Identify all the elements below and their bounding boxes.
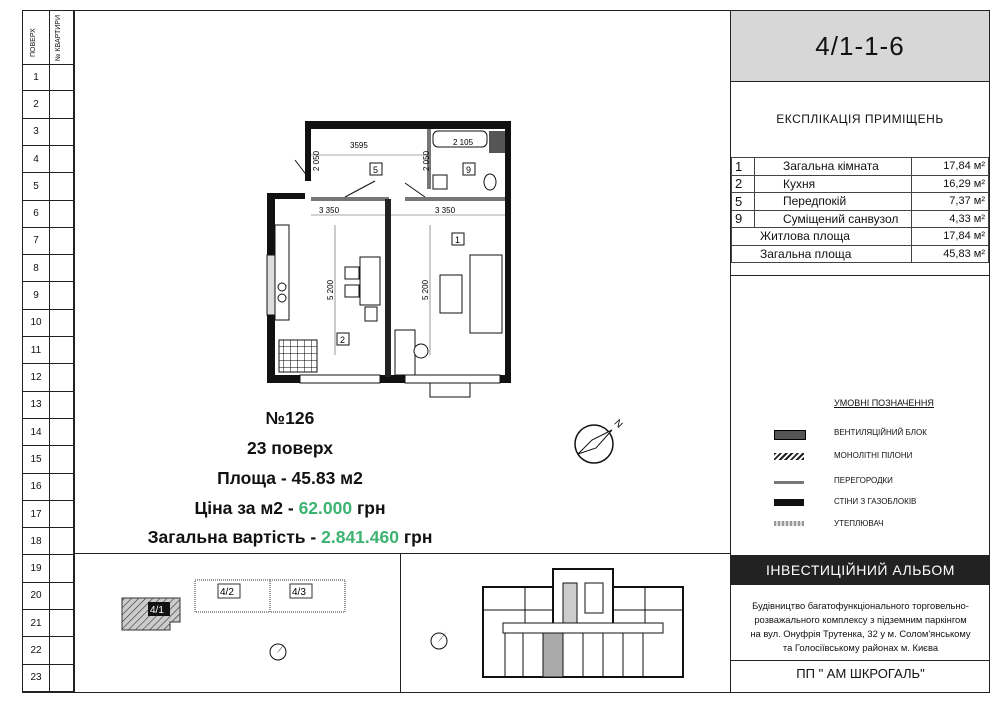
room-tag: 1 [455, 235, 461, 245]
row-number: 13 [23, 392, 50, 418]
total-area-label: Загальна площа [732, 245, 912, 263]
apartment-header: № КВАРТИРИ [55, 15, 62, 61]
washer [433, 175, 447, 189]
chair [365, 307, 377, 321]
core-inner [585, 583, 603, 613]
core-block [553, 569, 613, 629]
floor-info: 23 поверх [246, 438, 334, 458]
price-per-m2 [60, 498, 520, 519]
total-suffix: грн [398, 527, 433, 547]
corridor [503, 623, 663, 633]
room-name: Загальна кімната [755, 158, 912, 176]
table-row [23, 282, 73, 309]
row-number: 7 [23, 228, 50, 254]
row-number: 4 [23, 146, 50, 172]
row-number: 11 [23, 337, 50, 363]
legend-item-walls [774, 496, 964, 510]
row-number: 10 [23, 310, 50, 336]
tile-floor [279, 340, 317, 372]
table-row [23, 364, 73, 391]
toilet [484, 174, 496, 190]
total-prefix: Загальна вартість - [147, 527, 322, 547]
table-row [732, 210, 989, 228]
legend-label: СТІНИ З ГАЗОБЛОКІВ [834, 497, 917, 506]
top-left-wall [267, 193, 305, 199]
floor-header: ПОВЕРХ [30, 28, 37, 57]
description-line: та Голосіївському районах м. Києва [782, 642, 939, 653]
table-row [23, 337, 73, 364]
chair [345, 267, 359, 279]
row-number: 2 [23, 91, 50, 117]
partitions-swatch [774, 481, 804, 484]
room-tag: 2 [340, 335, 346, 345]
legend-label: ВЕНТИЛЯЦІЙНИЙ БЛОК [834, 428, 927, 437]
top-wall [305, 121, 510, 129]
description-line: розважального комплексу з підземним паркінгом [754, 614, 967, 625]
living-area-value: 17,84 м² [912, 228, 989, 246]
row-number: 18 [23, 528, 50, 554]
room-area: 7,37 м² [912, 193, 989, 211]
price-prefix: Ціна за м2 - [194, 498, 299, 518]
dim-text: 2 050 [312, 150, 321, 171]
album-title: ІНВЕСТИЦІЙНИЙ АЛЬБОМ [731, 555, 990, 585]
window-left [267, 255, 275, 315]
description-line: Будівництво багатофункціонального торговельно- [752, 600, 969, 611]
room-area: 17,84 м² [912, 158, 989, 176]
table-row [23, 583, 73, 610]
table-row [23, 228, 73, 255]
legend-label: УТЕПЛЮВАЧ [834, 519, 884, 528]
dim-text: 3 350 [319, 206, 340, 215]
section-key-plan [110, 570, 370, 680]
vent-block [489, 131, 505, 153]
bottom-divider [400, 553, 401, 693]
dim-text: 5 200 [326, 279, 335, 300]
legend-label: ПЕРЕГОРОДКИ [834, 476, 893, 485]
price-value: 62.000 [298, 498, 353, 518]
floor-key-plan [425, 565, 705, 685]
row-number: 23 [23, 665, 50, 691]
apartment-floor-plan [255, 115, 525, 405]
living-area-label: Житлова площа [732, 228, 912, 246]
table-row [732, 193, 989, 211]
table-row [732, 245, 989, 263]
apartment-number: №126 [265, 408, 315, 428]
room-name: Кухня [755, 175, 912, 193]
row-number: 17 [23, 501, 50, 527]
row-number: 8 [23, 255, 50, 281]
floor-apartment-table [22, 10, 74, 693]
legend-item-insulation [774, 518, 964, 532]
table-row [23, 119, 73, 146]
row-number: 20 [23, 583, 50, 609]
total-value: 2.841.460 [321, 527, 399, 547]
partition-horizontal [311, 197, 389, 201]
compass-label: N [611, 417, 625, 431]
table-row [23, 146, 73, 173]
door-swing [405, 183, 425, 197]
room-area: 16,29 м² [912, 175, 989, 193]
row-number: 6 [23, 201, 50, 227]
row-number: 14 [23, 419, 50, 445]
legend-title: УМОВНІ ПОЗНАЧЕННЯ [834, 398, 934, 408]
room-number: 5 [732, 193, 755, 211]
vent-block-swatch [774, 430, 806, 440]
total-area-value: 45,83 м² [912, 245, 989, 263]
room-number: 2 [732, 175, 755, 193]
row-number: 21 [23, 610, 50, 636]
row-number: 9 [23, 282, 50, 308]
room-number: 1 [732, 158, 755, 176]
highlighted-apartment [543, 633, 563, 677]
table-row [23, 201, 73, 228]
section-label: 4/3 [292, 587, 306, 598]
sofa [470, 255, 502, 333]
explication-table [731, 157, 989, 263]
dim-text: 2 050 [422, 150, 431, 171]
table-row [732, 158, 989, 176]
room-name: Суміщений санвузол [755, 210, 912, 228]
table-row [23, 173, 73, 200]
legend-item-pylons [774, 450, 964, 464]
table-row [23, 64, 73, 91]
walls-swatch [774, 499, 804, 506]
row-number: 12 [23, 364, 50, 390]
partition-vertical [385, 199, 391, 377]
table-row [23, 310, 73, 337]
legend-item-partitions [774, 475, 964, 489]
window-bottom-2 [405, 375, 500, 383]
row-number: 19 [23, 555, 50, 581]
dim-text: 3 350 [435, 206, 456, 215]
dim-text: 5 200 [421, 279, 430, 300]
table-row [23, 91, 73, 118]
section-label: 4/1 [150, 605, 164, 616]
plan-code: 4/1-1-6 [730, 10, 990, 82]
legend-label: МОНОЛІТНІ ПІЛОНИ [834, 451, 913, 460]
door-swing [345, 181, 375, 197]
desk [395, 330, 415, 375]
pylons-swatch [774, 453, 804, 460]
row-number: 22 [23, 637, 50, 663]
dim-text: 3595 [350, 141, 368, 150]
table-header [23, 11, 73, 65]
row-number: 3 [23, 119, 50, 145]
partition-horizontal-2 [405, 197, 505, 201]
room-area: 4,33 м² [912, 210, 989, 228]
balcony [430, 383, 470, 397]
firm-name: ПП " АМ ШКРОГАЛЬ" [796, 666, 925, 681]
dining-table [360, 257, 380, 305]
project-description [731, 599, 990, 655]
room-tag: 5 [373, 165, 379, 175]
table-row [23, 637, 73, 664]
section-label: 4/2 [220, 587, 234, 598]
row-number: 1 [23, 64, 50, 90]
room-tag: 9 [466, 165, 472, 175]
left-upper-wall [305, 121, 311, 181]
compass-icon [572, 412, 632, 467]
insulation-swatch [774, 521, 804, 526]
room-name: Передпокій [755, 193, 912, 211]
table-row [732, 175, 989, 193]
price-suffix: грн [352, 498, 386, 518]
row-number: 15 [23, 446, 50, 472]
table-row [23, 610, 73, 637]
room-number: 9 [732, 210, 755, 228]
row-number: 5 [23, 173, 50, 199]
core-inner [563, 583, 577, 623]
explication-title: ЕКСПЛІКАЦІЯ ПРИМІЩЕНЬ [776, 112, 944, 126]
chair-round [414, 344, 428, 358]
description-line: на вул. Онуфрія Трутенка, 32 у м. Солом'янському [750, 628, 971, 639]
table-row [732, 228, 989, 246]
chair [345, 285, 359, 297]
total-price [60, 527, 520, 548]
coffee-table [440, 275, 462, 313]
table-row [23, 665, 73, 692]
area-info: Площа - 45.83 м2 [217, 468, 363, 488]
legend-item-vent [774, 427, 964, 441]
row-number: 16 [23, 474, 50, 500]
kitchen-counter [275, 225, 289, 320]
right-wall [505, 121, 511, 383]
dim-text: 2 105 [453, 138, 474, 147]
window-bottom [300, 375, 380, 383]
table-row [23, 255, 73, 282]
table-row [23, 555, 73, 582]
